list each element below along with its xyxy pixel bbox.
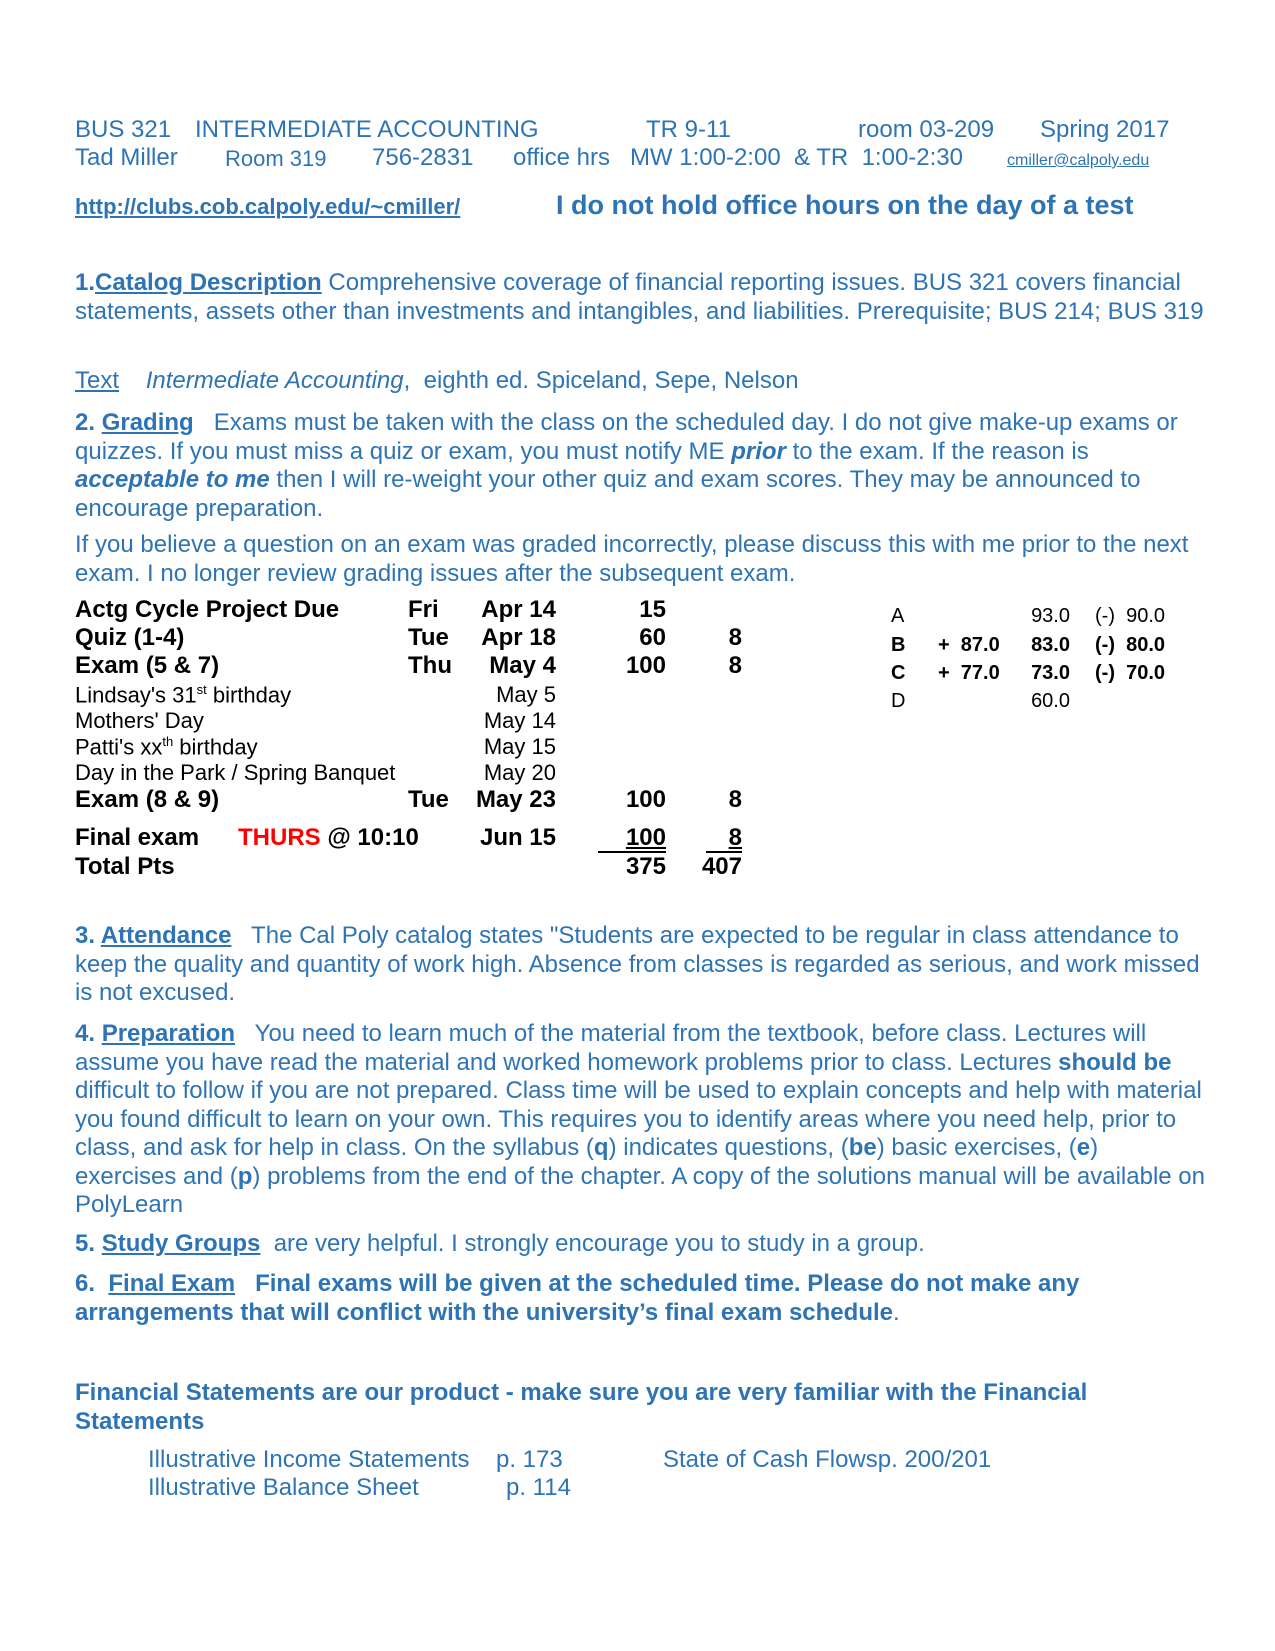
grading-review: If you believe a question on an exam was graded incorrectly, please discuss this with me prior to the next exam. I no longer review grading issues after the subsequent exam. <box>75 531 1189 587</box>
grading-body-3: then I will re-weight your other quiz and exam scores. They may be announced to encourage preparation. <box>75 466 1148 522</box>
schedule-item: Final exam <box>75 824 200 851</box>
schedule-date: May 15 <box>483 734 556 759</box>
schedule-item: Quiz (1-4) <box>75 624 185 651</box>
balance-sheet-page: p. 114 <box>506 1474 571 1501</box>
schedule-points: 100 <box>625 652 666 679</box>
textbook-line <box>75 367 1205 396</box>
attendance-body: The Cal Poly catalog states "Students are expected to be regular in class attendance to keep the quality and quantity of work high. Absence from classes is regarded as serious, and work missed is not excused. <box>75 922 1207 1006</box>
grading-body-2: to the exam. If the reason is <box>785 437 1096 465</box>
attendance-heading: Attendance <box>100 922 232 949</box>
phone: 756-2831 <box>372 144 474 171</box>
schedule-date: May 23 <box>475 786 556 813</box>
schedule-event: Mothers' Day <box>75 708 204 733</box>
income-statement-ref: Illustrative Income Statements <box>148 1446 470 1473</box>
grade-minus: (-) 90.0 <box>1095 605 1166 627</box>
schedule-date: May 14 <box>483 708 556 733</box>
catalog-body: Comprehensive coverage of financial reporting issues. BUS 321 covers financial statements, assets other than investments and intangibles, and liabilities. Prerequisite; BUS 214; BUS 319 <box>75 269 1204 325</box>
office-room: Room 319 <box>225 146 327 171</box>
schedule-points: 60 <box>639 624 666 651</box>
schedule-percent: 8 <box>728 624 742 651</box>
preparation-heading: Preparation <box>101 1020 236 1047</box>
total-points: 375 <box>625 853 666 880</box>
schedule-date: May 20 <box>483 760 556 785</box>
section-number: 3. <box>75 922 101 949</box>
grade-base: 60.0 <box>1031 690 1070 712</box>
schedule-item: Exam (5 & 7) <box>75 652 220 679</box>
section-number: 2. <box>75 409 102 436</box>
schedule-percent: 8 <box>728 652 742 679</box>
schedule-item: Actg Cycle Project Due <box>75 596 340 623</box>
final-exam-time: THURS @ 10:10 <box>238 824 419 851</box>
office-hours-notice: I do not hold office hours on the day of a test <box>556 190 1134 220</box>
textbook-title: Intermediate Accounting <box>145 367 404 394</box>
course-title: INTERMEDIATE ACCOUNTING <box>195 116 539 143</box>
grade-base: 73.0 <box>1031 662 1070 684</box>
grade-letter: C <box>891 662 906 684</box>
schedule-points: 100 <box>625 824 666 851</box>
text-label: Text <box>75 367 120 394</box>
schedule-percent: 8 <box>728 786 742 813</box>
textbook-details: , eighth ed. Spiceland, Sepe, Nelson <box>403 367 799 394</box>
schedule-event: Lindsay's 31st birthday <box>75 682 292 708</box>
instructor-name: Tad Miller <box>75 144 178 171</box>
schedule-item: Total Pts <box>75 853 175 880</box>
course-website-link[interactable]: http://clubs.cob.calpoly.edu/~cmiller/ <box>75 194 461 219</box>
schedule-date: May 4 <box>489 652 556 679</box>
grade-base: 83.0 <box>1031 634 1070 656</box>
schedule-points: 15 <box>639 596 666 623</box>
schedule-points: 100 <box>625 786 666 813</box>
income-statement-page: p. 173 <box>496 1446 563 1473</box>
term: Spring 2017 <box>1040 116 1170 143</box>
final-exam-section: 6. Final Exam Final exams will be given at the scheduled time. Please do not make any arrangements that will conflict with the university’s final exam schedule. <box>75 1270 1087 1326</box>
catalog-heading: Catalog Description <box>95 269 322 296</box>
balance-sheet-ref: Illustrative Balance Sheet <box>148 1474 419 1501</box>
grading-body-1: Exams must be taken with the class on the scheduled day. I do not give make-up exams or quizzes. If you must miss a quiz or exam, you must notify ME <box>75 409 1185 465</box>
financial-statements-heading: Financial Statements are our product - make sure you are very familiar with the Financial Statements <box>75 1379 1088 1435</box>
grading-heading: Grading <box>101 409 194 436</box>
schedule-date: Apr 14 <box>481 596 556 623</box>
schedule-day: Tue <box>408 786 449 813</box>
schedule-day: Thu <box>408 652 452 679</box>
meeting-time: TR 9-11 <box>646 116 731 143</box>
cash-flows-ref: State of Cash Flowsp. 200/201 <box>663 1446 992 1473</box>
grade-base: 93.0 <box>1031 605 1070 627</box>
schedule-event: Patti's $xx^{th}$ birthday <box>75 734 258 760</box>
office-hours: office hrs MW 1:00-2:00 & TR 1:00-2:30 <box>513 144 963 171</box>
study-groups-heading: Study Groups <box>101 1230 261 1257</box>
email-link[interactable]: cmiller@calpoly.edu <box>1007 152 1150 169</box>
course-code: BUS 321 <box>75 116 172 143</box>
schedule-date: Jun 15 <box>479 824 556 851</box>
grade-minus: (-) 80.0 <box>1095 634 1166 656</box>
schedule-date: May 5 <box>496 682 556 707</box>
classroom: room 03-209 <box>858 116 995 143</box>
grading-emph-acceptable: acceptable to me <box>75 466 270 493</box>
grade-letter: D <box>891 690 906 712</box>
grade-letter: A <box>891 605 905 627</box>
schedule-event: Day in the Park / Spring Banquet <box>75 760 396 785</box>
grading-section <box>75 409 1205 523</box>
preparation-section: 4. Preparation You need to learn much of the material from the textbook, before class. Lectures will assume you have read the material and worked homework problems prior to class. Lectures should be difficult to follow if you are not prepared. Class time will be used to explain concepts and help with material you found difficult to learn on your own. This requires you to identify areas where you need help, prior to class, and ask for help in class. On the syllabus (q) indicates questions, (be) basic exercises, (e) exercises and (p) problems from the end of the chapter. A copy of the solutions manual will be available on PolyLearn <box>75 1020 1212 1218</box>
section-number: 6. <box>75 1270 109 1297</box>
grade-plus: + 77.0 <box>938 662 1000 684</box>
section-number: 4. <box>75 1020 102 1047</box>
final-exam-heading: Final Exam <box>108 1270 236 1297</box>
section-number: 1. <box>75 269 96 296</box>
schedule-day: Fri <box>408 596 439 623</box>
catalog-description <box>75 269 1205 326</box>
study-groups-section: 5. Study Groups are very helpful. I strongly encourage you to study in a group. <box>75 1230 925 1257</box>
grading-emph-prior: prior <box>731 437 786 465</box>
schedule-item: Exam (8 & 9) <box>75 786 220 813</box>
schedule-percent: 8 <box>728 824 742 851</box>
grade-plus: + 87.0 <box>938 634 1000 656</box>
schedule-day: Tue <box>408 624 449 651</box>
section-number: 5. <box>75 1230 102 1257</box>
grade-minus: (-) 70.0 <box>1095 662 1166 684</box>
schedule-date: Apr 18 <box>481 624 556 651</box>
grade-letter: B <box>891 634 906 656</box>
attendance-section <box>75 922 1205 1008</box>
total-percent: 407 <box>701 853 742 880</box>
